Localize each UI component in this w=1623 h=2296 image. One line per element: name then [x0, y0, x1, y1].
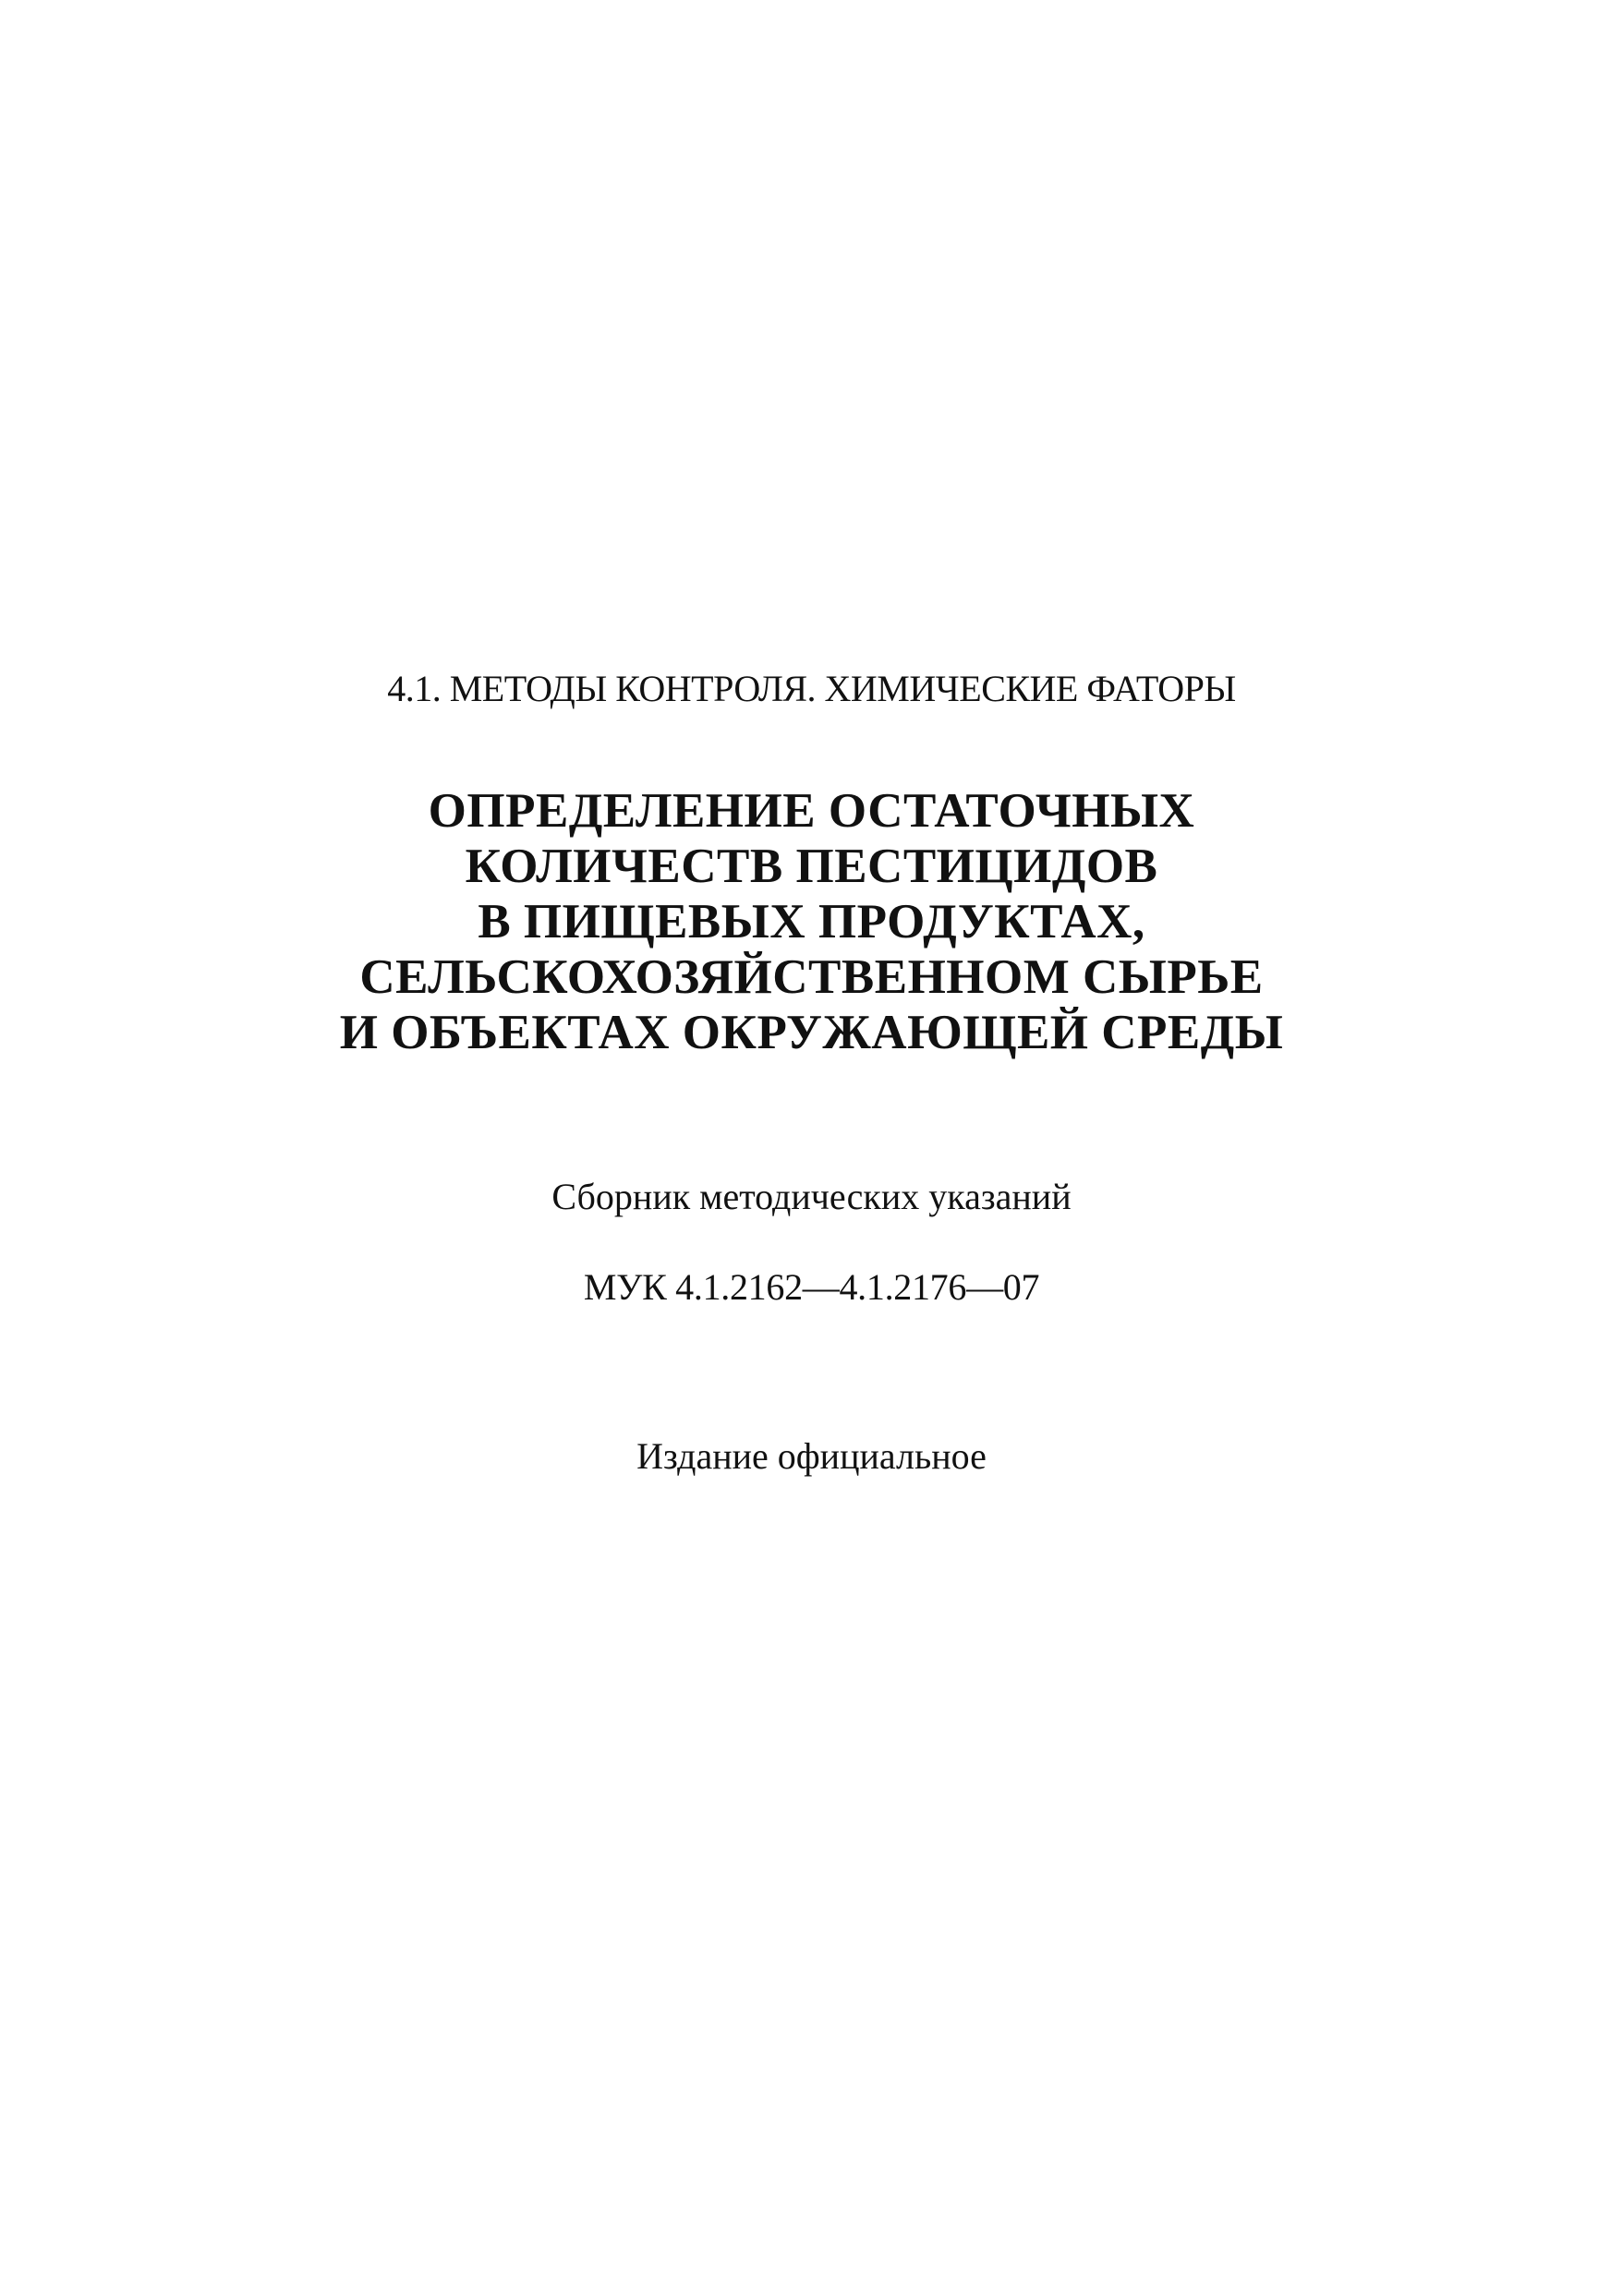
title-line: ОПРЕДЕЛЕНИЕ ОСТАТОЧНЫХ — [428, 784, 1195, 838]
edition-note: Издание официальное — [636, 1435, 987, 1477]
title-line: КОЛИЧЕСТВ ПЕСТИЦИДОВ — [465, 840, 1158, 893]
title-line: СЕЛЬСКОХОЗЯЙСТВЕННОМ СЫРЬЕ — [359, 950, 1264, 1004]
document-code: МУК 4.1.2162—4.1.2176—07 — [583, 1266, 1040, 1308]
document-subtitle: Сборник методических указаний — [551, 1176, 1072, 1217]
title-line: В ПИЩЕВЫХ ПРОДУКТАХ, — [478, 895, 1145, 949]
document-title — [0, 783, 1623, 1060]
section-heading: 4.1. МЕТОДЫ КОНТРОЛЯ. ХИМИЧЕСКИЕ ФАТОРЫ — [387, 668, 1236, 709]
title-line: И ОБЪЕКТАХ ОКРУЖАЮЩЕЙ СРЕДЫ — [339, 1006, 1284, 1059]
